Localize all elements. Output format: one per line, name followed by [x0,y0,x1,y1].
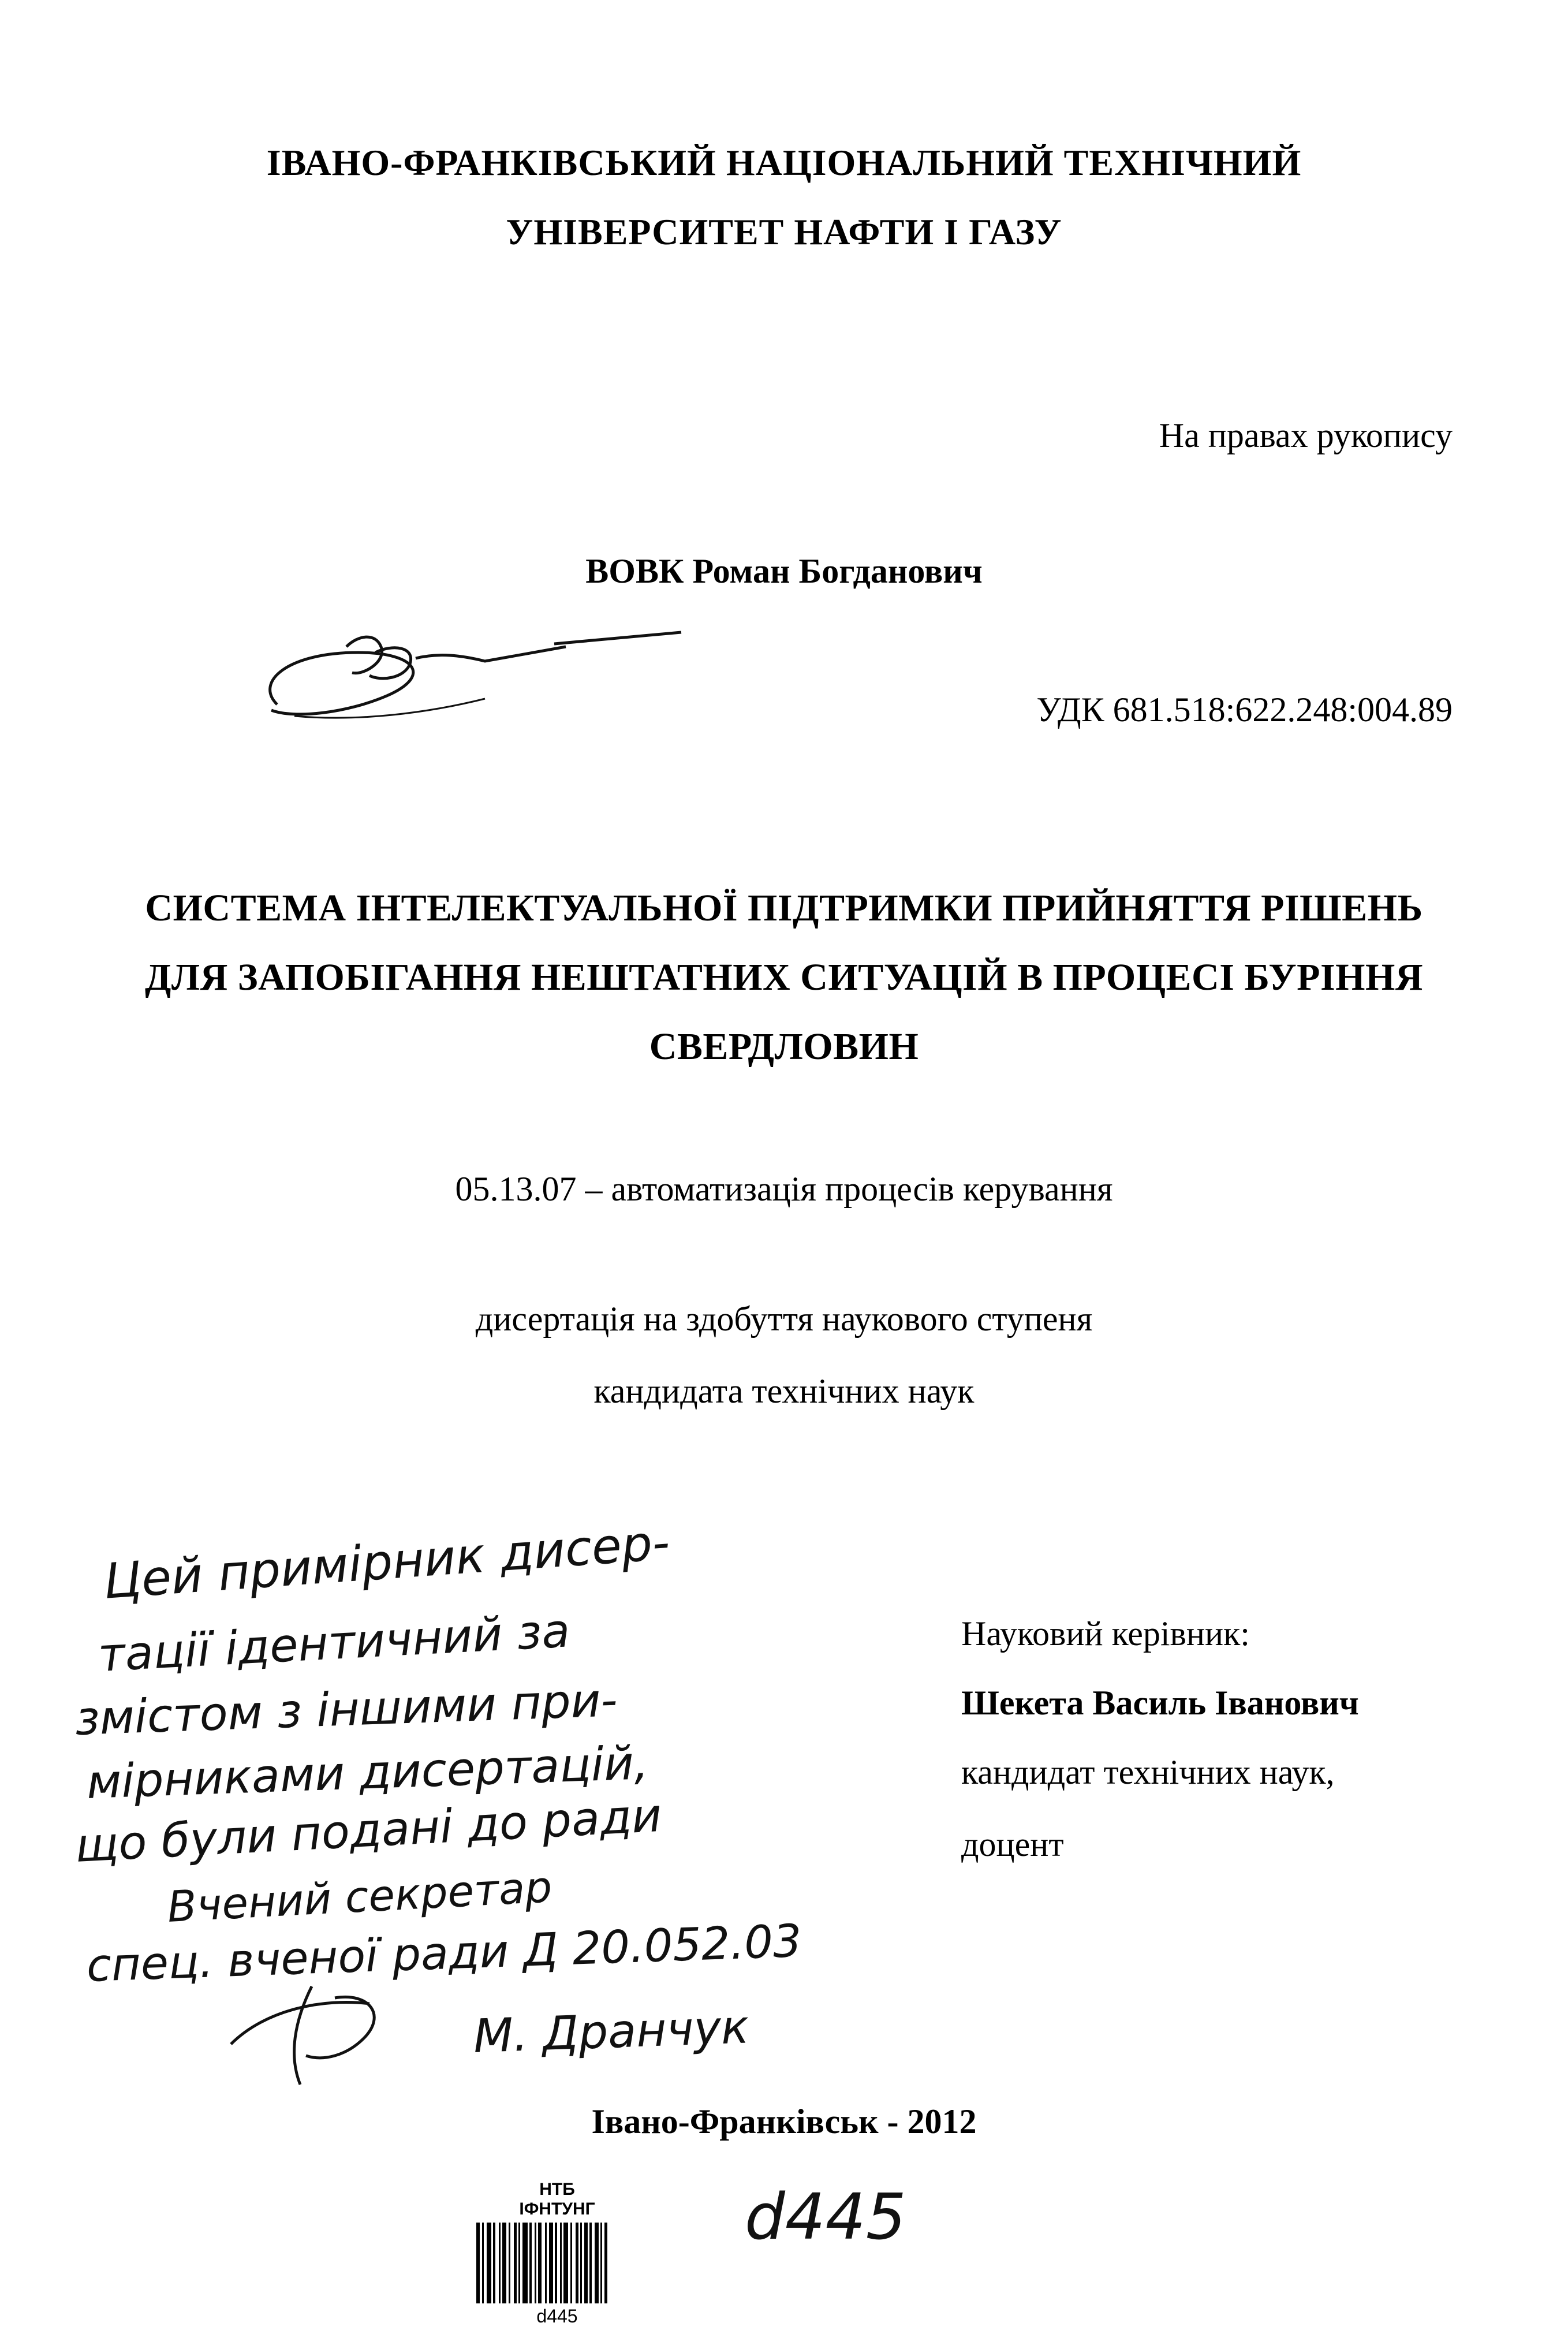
handwritten-note-line5: що були подані до ради [73,1788,663,1873]
handwritten-note-line4: мірниками дисертацій, [85,1736,649,1809]
thesis-title-line2: ДЛЯ ЗАПОБІГАННЯ НЕШТАТНИХ СИТУАЦІЙ В ПРОЦЕСІ БУРІННЯ [145,956,1423,998]
specialty-code: 05.13.07 – автоматизація процесів керування [455,1170,1113,1208]
supervisor-title: кандидат технічних наук, [961,1753,1335,1791]
library-stamp-line1: НТБ [539,2180,575,2199]
supervisor-name: Шекета Василь Іванович [961,1684,1359,1722]
barcode-code: d445 [536,2306,578,2326]
supervisor-rank: доцент [961,1825,1064,1863]
library-stamp-line2: ІФНТУНГ [519,2199,595,2219]
degree-line1: дисертація на здобуття наукового ступеня [475,1300,1093,1338]
place-year: Івано-Франківськ - 2012 [591,2102,977,2141]
udc-code: УДК 681.518:622.248:004.89 [1036,691,1453,729]
handwritten-note-line6: Вчений секретар [166,1862,554,1932]
secretary-signature [219,1975,462,2090]
author-signature [242,612,693,751]
degree-line2: кандидата технічних наук [593,1372,975,1410]
handwritten-code: d445 [745,2180,906,2254]
university-name-line2: УНІВЕРСИТЕТ НАФТИ І ГАЗУ [506,211,1062,252]
supervisor-label: Науковий керівник: [961,1615,1250,1653]
rights-note: На правах рукопису [1159,416,1453,454]
handwritten-note-line2: тації ідентичний за [96,1604,572,1682]
handwritten-note-line3: змістом з іншими при- [74,1673,618,1746]
thesis-title-line1: СИСТЕМА ІНТЕЛЕКТУАЛЬНОЇ ПІДТРИМКИ ПРИЙНЯТТЯ РІШЕНЬ [145,887,1423,929]
handwritten-note-line8: М. Дранчук [472,2000,750,2063]
university-name-line1: ІВАНО-ФРАНКІВСЬКИЙ НАЦІОНАЛЬНИЙ ТЕХНІЧНИЙ [266,142,1302,183]
handwritten-note-line7: спец. вченої ради Д 20.052.03 [85,1915,803,1992]
barcode [476,2223,638,2303]
author-name: ВОВК Роман Богданович [585,552,983,590]
library-stamp [471,2180,644,2326]
thesis-title-line3: СВЕРДЛОВИН [649,1026,919,1068]
handwritten-note-line1: Цей примірник дисер- [102,1513,672,1610]
